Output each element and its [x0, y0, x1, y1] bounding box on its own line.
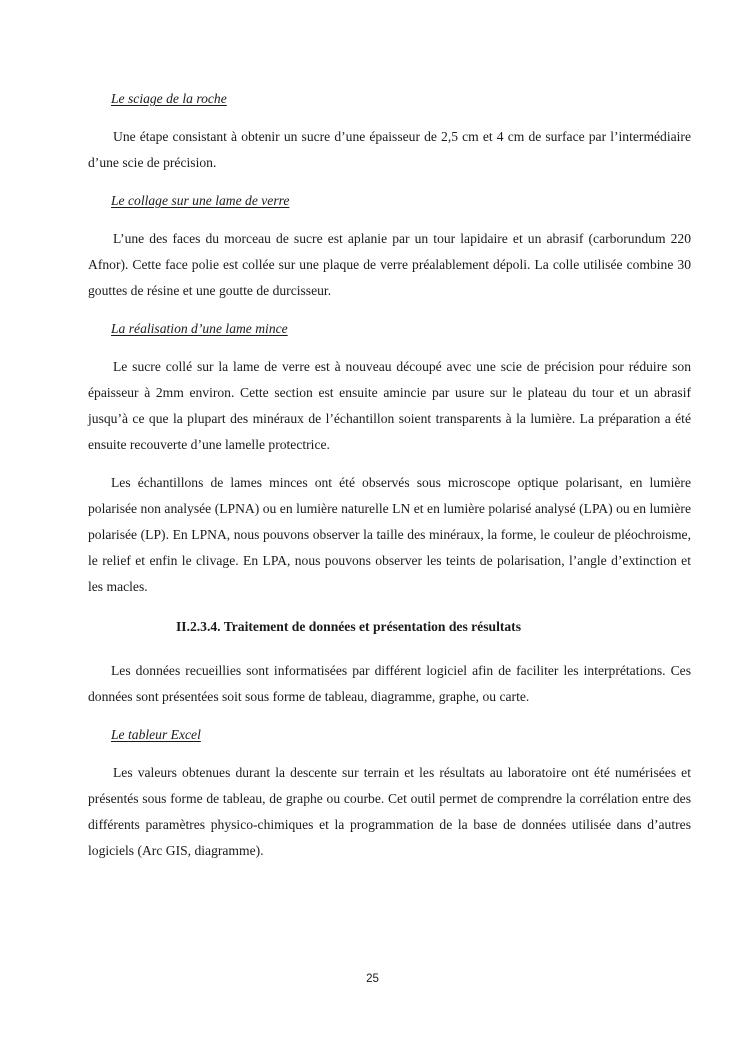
subtitle-collage: Le collage sur une lame de verre: [111, 193, 290, 208]
paragraph-donnees: Les données recueillies sont informatisées par différent logiciel afin de faciliter les interprétations. Ces données sont présentées soit sous forme de tableau, diagramme, graphe, ou carte.: [88, 663, 691, 704]
section-heading: II.2.3.4. Traitement de données et présentation des résultats: [176, 619, 521, 634]
subtitle-excel: Le tableur Excel: [111, 727, 201, 742]
page-body: [88, 86, 691, 876]
paragraph-realisation: Le sucre collé sur la lame de verre est à nouveau découpé avec une scie de précision pour réduire son épaisseur à 2mm environ. Cette section est ensuite amincie par usure sur le plateau du tour et un abrasif jusqu’à ce que la plupart des minéraux de l’échantillon soient transparents à la lumière. La préparation a été ensuite recouverte d’une lamelle protectrice.: [88, 359, 691, 452]
paragraph-collage: L’une des faces du morceau de sucre est aplanie par un tour lapidaire et un abrasif (carborundum 220 Afnor). Cette face polie est collée sur une plaque de verre préalablement dépoli. La colle utilisée combine 30 gouttes de résine et une goutte de durcisseur.: [88, 231, 691, 298]
page-number: 25: [366, 973, 379, 985]
paragraph-excel: Les valeurs obtenues durant la descente sur terrain et les résultats au laboratoire ont été numérisées et présentés sous forme de tableau, de graphe ou courbe. Cet outil permet de comprendre la corrélation entre des différents paramètres physico-chimiques et la programmation de la base de données utilisée dans d’autres logiciels (Arc GIS, diagramme).: [88, 765, 691, 858]
subtitle-realisation: La réalisation d’une lame mince: [111, 321, 288, 336]
paragraph-observation: Les échantillons de lames minces ont été observés sous microscope optique polarisant, en lumière polarisée non analysée (LPNA) ou en lumière naturelle LN et en lumière polarisé analysé (LPA) ou en lumière polarisée (LP). En LPNA, nous pouvons observer la taille des minéraux, la forme, le couleur de pléochroisme, le relief et enfin le clivage. En LPA, nous pouvons observer les teints de polarisation, l’angle d’extinction et les macles.: [88, 475, 691, 594]
subtitle-sciage: Le sciage de la roche: [111, 91, 227, 106]
paragraph-sciage: Une étape consistant à obtenir un sucre d’une épaisseur de 2,5 cm et 4 cm de surface par l’intermédiaire d’une scie de précision.: [88, 129, 691, 170]
